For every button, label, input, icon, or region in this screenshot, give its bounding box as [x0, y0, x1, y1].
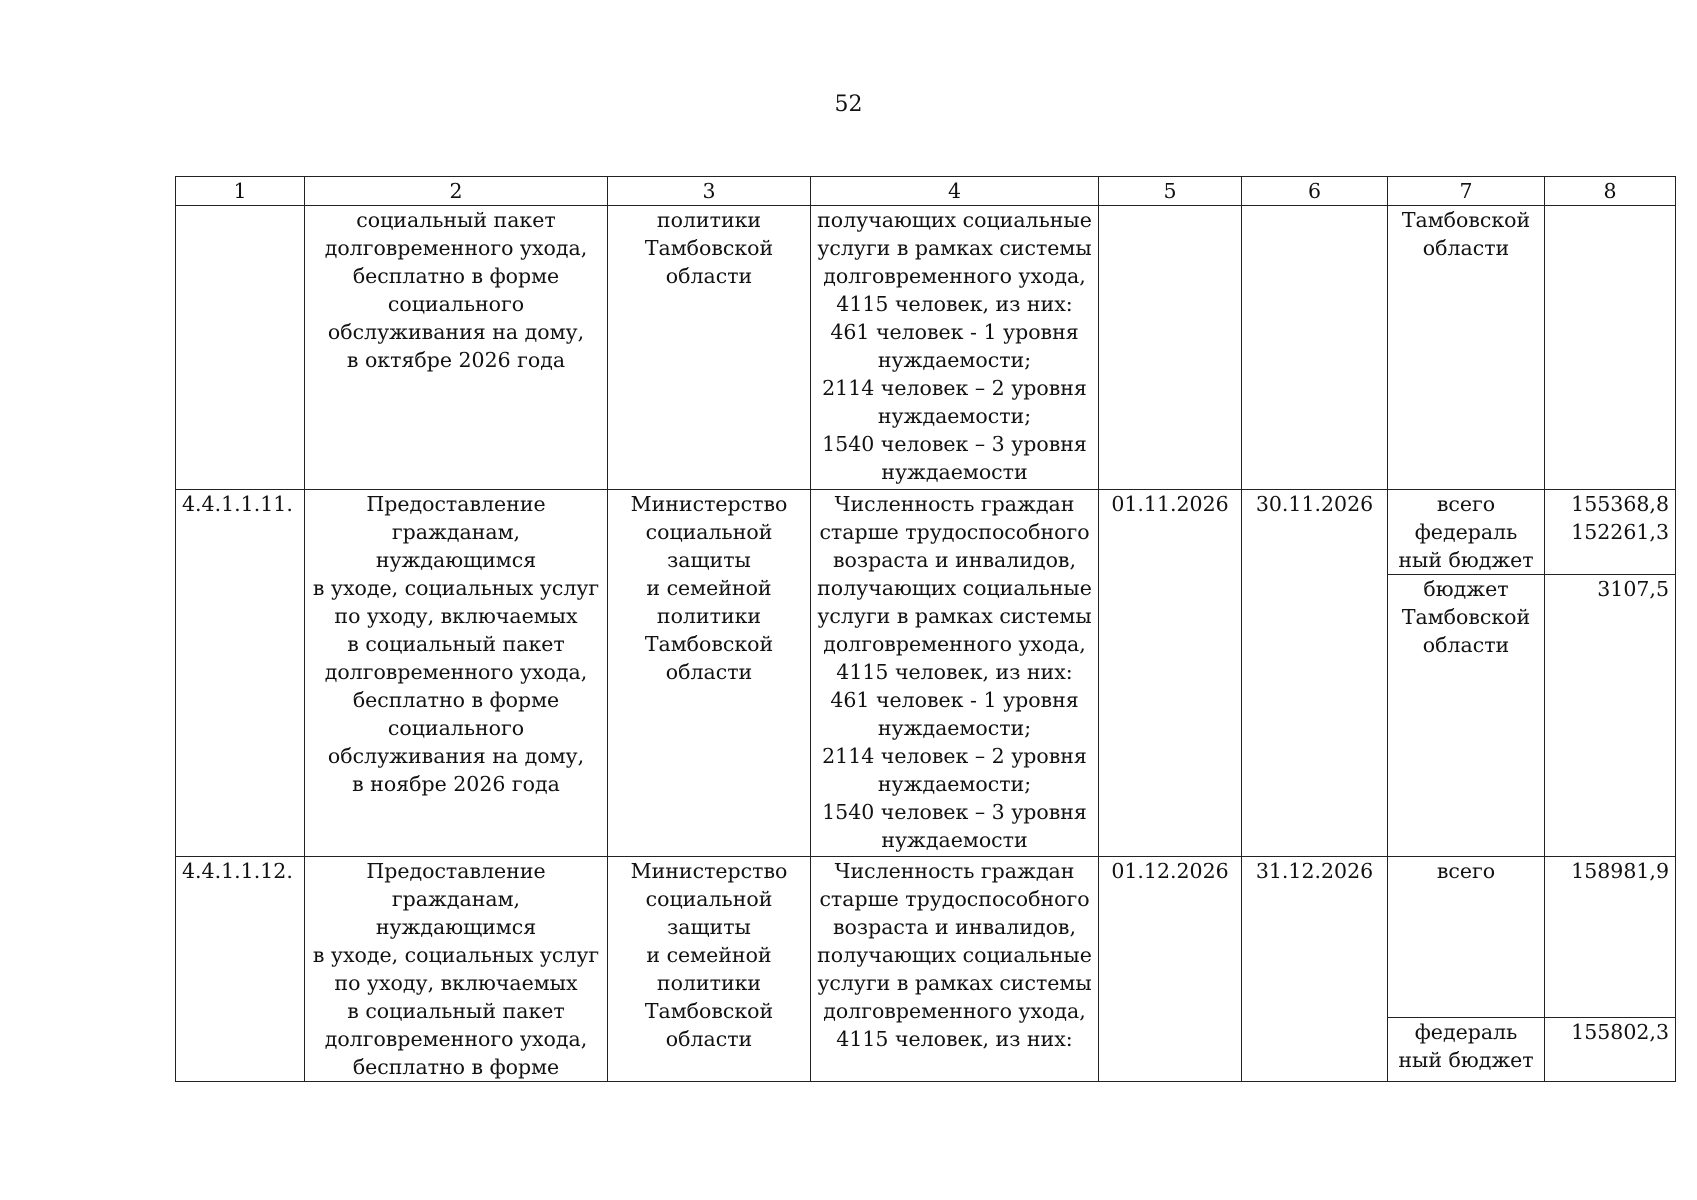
table-header-row	[176, 177, 1676, 206]
end-date-cell: 30.11.2026	[1242, 490, 1388, 857]
header-cell: 2	[305, 177, 608, 206]
table-cell	[1099, 206, 1242, 490]
executor-cell: политики Тамбовской области	[608, 206, 811, 490]
amount-cell: 155802,3	[1545, 1018, 1676, 1082]
executor-cell: Министерство социальной защиты и семейной политики Тамбовской области	[608, 857, 811, 1082]
table-row	[176, 490, 1676, 575]
funding-source-cell: Тамбовской области	[1388, 206, 1545, 490]
row-number: 4.4.1.1.12.	[176, 857, 305, 1082]
table-cell	[1242, 206, 1388, 490]
header-cell: 4	[811, 177, 1099, 206]
amount-cell: 158981,9	[1545, 857, 1676, 1018]
table-cell	[1545, 206, 1676, 490]
table-cell	[176, 206, 305, 490]
funding-source-cell: всего	[1388, 857, 1545, 1018]
executor-cell: Министерство социальной защиты и семейной политики Тамбовской области	[608, 490, 811, 857]
end-date-cell: 31.12.2026	[1242, 857, 1388, 1082]
event-cell: социальный пакет долговременного ухода, бесплатно в форме социального обслуживания на дому, в октябре 2026 года	[305, 206, 608, 490]
funding-source-cell: всего федераль ный бюджет	[1388, 490, 1545, 575]
table-row	[176, 206, 1676, 490]
start-date-cell: 01.11.2026	[1099, 490, 1242, 857]
row-number: 4.4.1.1.11.	[176, 490, 305, 857]
funding-source-cell: федераль ный бюджет	[1388, 1018, 1545, 1082]
page-number: 52	[834, 92, 863, 117]
indicator-cell: Численность граждан старше трудоспособного возраста и инвалидов, получающих социальные услуги в рамках системы долговременного ухода, 4115 человек, из них:	[811, 857, 1099, 1082]
event-cell: Предоставление гражданам, нуждающимся в уходе, социальных услуг по уходу, включаемых в социальный пакет долговременного ухода, бесплатно в форме социального обслуживания на дому, в ноябре 2026 года	[305, 490, 608, 857]
header-cell: 5	[1099, 177, 1242, 206]
amount-cell: 3107,5	[1545, 575, 1676, 857]
header-cell: 6	[1242, 177, 1388, 206]
header-cell: 1	[176, 177, 305, 206]
indicator-cell: получающих социальные услуги в рамках системы долговременного ухода, 4115 человек, из них: 461 человек - 1 уровня нуждаемости; 2114 человек – 2 уровня нуждаемости; 1540 человек – 3 уровня нуждаемости	[811, 206, 1099, 490]
header-cell: 3	[608, 177, 811, 206]
start-date-cell: 01.12.2026	[1099, 857, 1242, 1082]
amount-cell: 155368,8 152261,3	[1545, 490, 1676, 575]
indicator-cell: Численность граждан старше трудоспособного возраста и инвалидов, получающих социальные услуги в рамках системы долговременного ухода, 4115 человек, из них: 461 человек - 1 уровня нуждаемости; 2114 человек – 2 уровня нуждаемости; 1540 человек – 3 уровня нуждаемости	[811, 490, 1099, 857]
funding-source-cell: бюджет Тамбовской области	[1388, 575, 1545, 857]
header-cell: 7	[1388, 177, 1545, 206]
event-cell: Предоставление гражданам, нуждающимся в уходе, социальных услуг по уходу, включаемых в социальный пакет долговременного ухода, бесплатно в форме	[305, 857, 608, 1082]
table-row	[176, 857, 1676, 1018]
activities-table	[175, 176, 1676, 1082]
header-cell: 8	[1545, 177, 1676, 206]
